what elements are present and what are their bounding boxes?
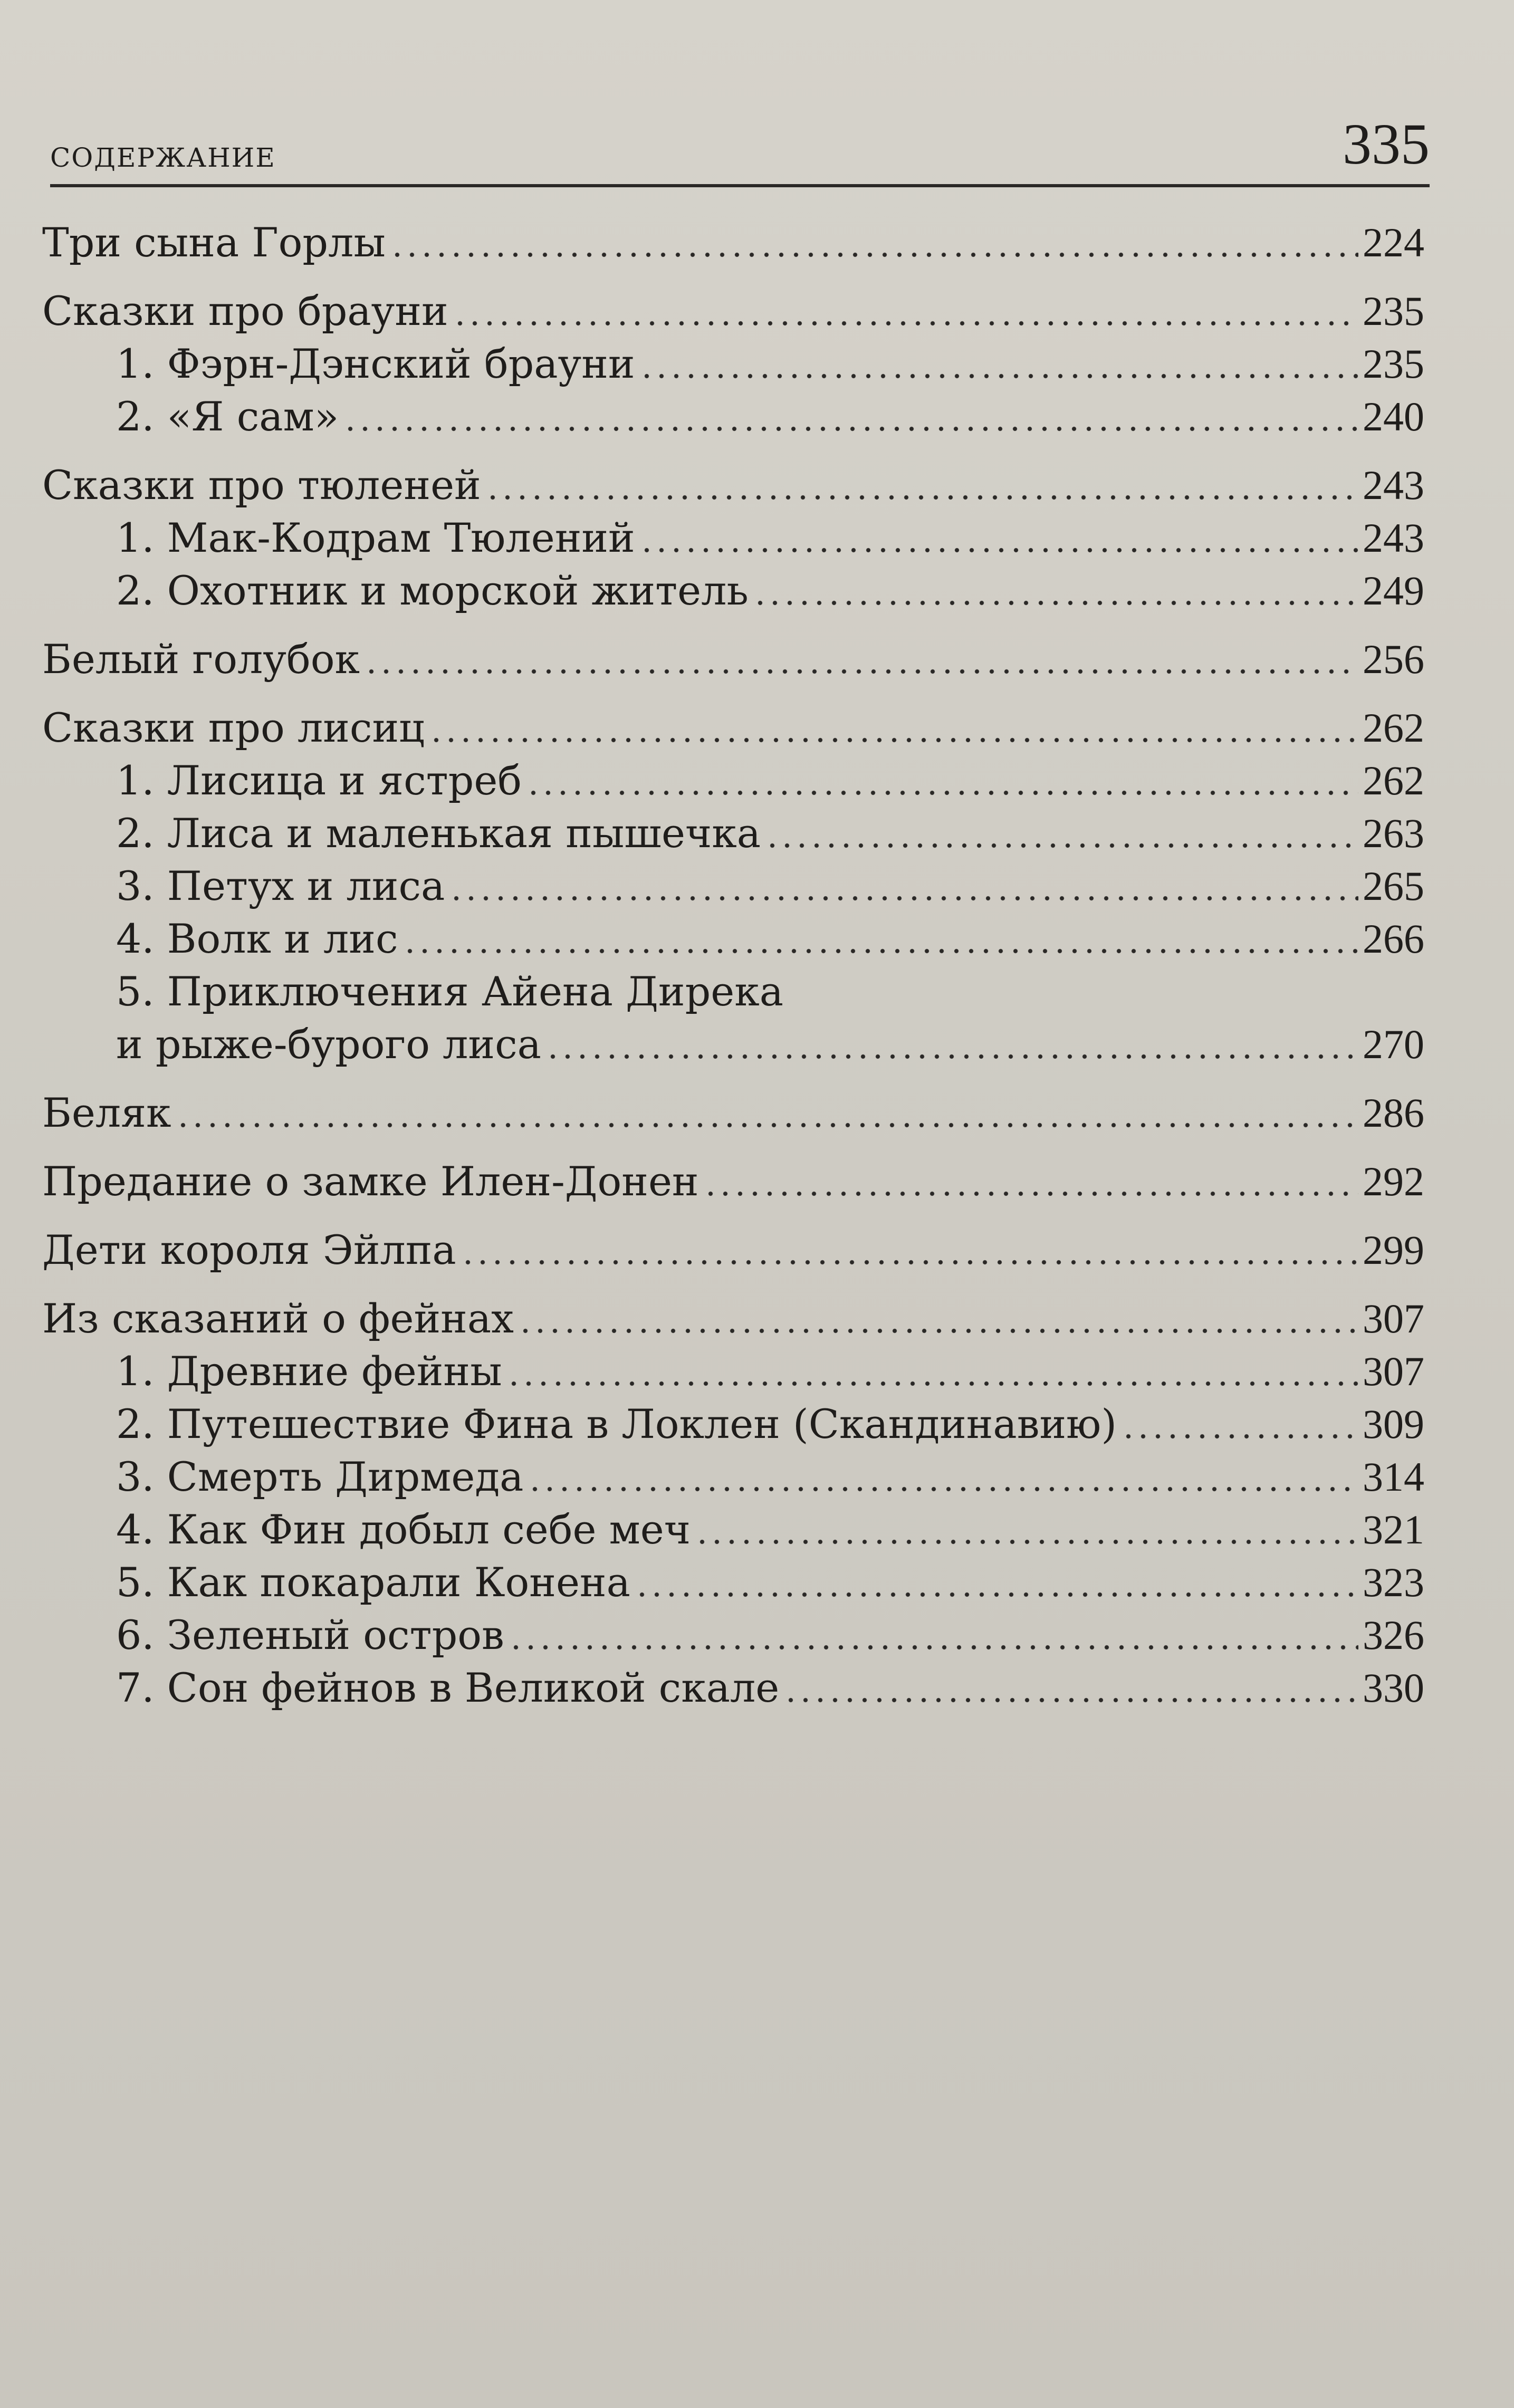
toc-entry xyxy=(42,1609,1424,1662)
toc-entry xyxy=(42,216,1424,269)
toc-entry-page: 262 xyxy=(1363,705,1424,751)
toc-entry xyxy=(42,1451,1424,1503)
toc-entry xyxy=(42,754,1424,807)
dot-leader xyxy=(703,1190,1358,1197)
toc-entry xyxy=(42,1345,1424,1398)
toc-entry-title: 3. Петух и лиса xyxy=(116,862,445,909)
dot-leader xyxy=(765,842,1358,849)
dot-leader xyxy=(429,736,1358,744)
toc-entry xyxy=(42,1087,1424,1139)
dot-leader xyxy=(545,1053,1358,1060)
toc-entry-title: 7. Сон фейнов в Великой скале xyxy=(116,1664,780,1711)
toc-entry xyxy=(42,564,1424,617)
toc-entry-page: 266 xyxy=(1363,916,1424,962)
toc-entry-page: 270 xyxy=(1363,1021,1424,1067)
toc-entry xyxy=(42,338,1424,390)
dot-leader xyxy=(783,1696,1358,1704)
dot-leader xyxy=(506,1380,1358,1387)
toc-entry-page: 263 xyxy=(1363,810,1424,856)
section-title: содержание xyxy=(50,131,276,176)
dot-leader xyxy=(449,895,1358,902)
dot-leader xyxy=(461,1259,1358,1266)
toc-entry-page: 307 xyxy=(1363,1348,1424,1394)
toc-entry-page: 307 xyxy=(1363,1296,1424,1341)
toc-entry-page: 286 xyxy=(1363,1090,1424,1136)
toc-entry-page: 321 xyxy=(1363,1507,1424,1552)
toc-entry xyxy=(42,1398,1424,1451)
toc-entry-title: 4. Как Фин добыл себе меч xyxy=(116,1506,691,1553)
toc-entry xyxy=(42,1556,1424,1609)
dot-leader xyxy=(695,1538,1358,1546)
toc-entry-page: 240 xyxy=(1363,394,1424,439)
dot-leader xyxy=(364,668,1358,675)
toc-entry-page: 314 xyxy=(1363,1454,1424,1500)
toc-entry-title: Беляк xyxy=(42,1089,171,1136)
toc-entry-title: Три сына Горлы xyxy=(42,219,386,266)
toc-entry-page: 224 xyxy=(1363,219,1424,265)
page-header xyxy=(50,108,1430,187)
toc-entry-title: 1. Древние фейны xyxy=(116,1348,502,1395)
toc-entry-title: 2. Охотник и морской житель xyxy=(116,567,749,614)
toc-entry-page: 249 xyxy=(1363,568,1424,613)
toc-entry xyxy=(42,702,1424,754)
toc-entry-title: Предание о замке Илен-Донен xyxy=(42,1158,699,1205)
toc-entry-page: 235 xyxy=(1363,341,1424,387)
page-number: 335 xyxy=(1343,112,1430,176)
toc-entry-title: 2. Путешествие Фина в Локлен (Скандинавию) xyxy=(116,1400,1117,1447)
toc-entry xyxy=(42,860,1424,913)
toc-entry xyxy=(42,1224,1424,1277)
toc-entry xyxy=(42,390,1424,443)
toc-entry-page: 326 xyxy=(1363,1612,1424,1658)
toc-entry-title: и рыже-бурого лиса xyxy=(116,1021,541,1068)
toc-entry-page: 265 xyxy=(1363,863,1424,909)
toc-entry-title: Из сказаний о фейнах xyxy=(42,1295,514,1342)
toc-entry-page: 243 xyxy=(1363,462,1424,508)
toc-entry xyxy=(42,807,1424,860)
toc-entry xyxy=(42,1662,1424,1714)
toc-entry-title: 1. Лисица и ястреб xyxy=(116,757,522,804)
toc-entry xyxy=(42,633,1424,686)
toc-entry-title: Сказки про лисиц xyxy=(42,704,425,751)
toc-entry xyxy=(42,965,1424,1018)
toc-entry-page: 292 xyxy=(1363,1158,1424,1204)
toc-entry-title: 2. «Я сам» xyxy=(116,393,339,440)
toc-entry-page: 235 xyxy=(1363,288,1424,334)
toc-entry-page: 256 xyxy=(1363,636,1424,682)
toc-entry-title: Белый голубок xyxy=(42,636,360,683)
toc-entry xyxy=(42,285,1424,338)
dot-leader xyxy=(639,546,1358,554)
toc-entry-page: 323 xyxy=(1363,1559,1424,1605)
toc-entry-title: 5. Как покарали Конена xyxy=(116,1559,630,1606)
toc-entry-title: 4. Волк и лис xyxy=(116,915,398,962)
dot-leader xyxy=(753,599,1358,607)
toc-entry-title: 6. Зеленый остров xyxy=(116,1611,504,1658)
toc-entry-page: 309 xyxy=(1363,1401,1424,1447)
toc-entry xyxy=(42,913,1424,965)
dot-leader xyxy=(639,372,1358,380)
toc-entry-title: Сказки про брауни xyxy=(42,287,448,334)
header-rule xyxy=(50,184,1430,187)
dot-leader xyxy=(518,1327,1358,1335)
dot-leader xyxy=(1121,1433,1358,1440)
toc-entry-page: 243 xyxy=(1363,515,1424,561)
toc-entry xyxy=(42,1292,1424,1345)
toc-entry xyxy=(42,459,1424,512)
dot-leader xyxy=(343,425,1358,433)
dot-leader xyxy=(453,320,1358,327)
dot-leader xyxy=(485,494,1358,501)
dot-leader xyxy=(635,1591,1358,1598)
dot-leader xyxy=(176,1121,1358,1129)
toc-entry xyxy=(42,512,1424,564)
toc-entry-title: 5. Приключения Айена Дирека xyxy=(116,968,784,1015)
toc-entry-page: 262 xyxy=(1363,757,1424,803)
dot-leader xyxy=(403,947,1358,955)
toc-entry-title: Сказки про тюленей xyxy=(42,462,481,509)
toc-entry-page: 330 xyxy=(1363,1665,1424,1711)
dot-leader xyxy=(390,251,1358,258)
toc-entry xyxy=(42,1018,1424,1071)
toc-entry-title: 3. Смерть Дирмеда xyxy=(116,1453,524,1500)
toc-entry-page: 299 xyxy=(1363,1227,1424,1273)
dot-leader xyxy=(526,789,1358,797)
toc-entry-title: Дети короля Эйлпа xyxy=(42,1226,456,1273)
toc-entry-title: 2. Лиса и маленькая пышечка xyxy=(116,810,761,857)
dot-leader xyxy=(509,1644,1358,1651)
dot-leader xyxy=(528,1485,1358,1493)
toc-entry-title: 1. Мак-Кодрам Тюлений xyxy=(116,514,635,561)
toc-entry-title: 1. Фэрн-Дэнский брауни xyxy=(116,340,635,387)
toc-entry xyxy=(42,1155,1424,1208)
toc-entry xyxy=(42,1503,1424,1556)
